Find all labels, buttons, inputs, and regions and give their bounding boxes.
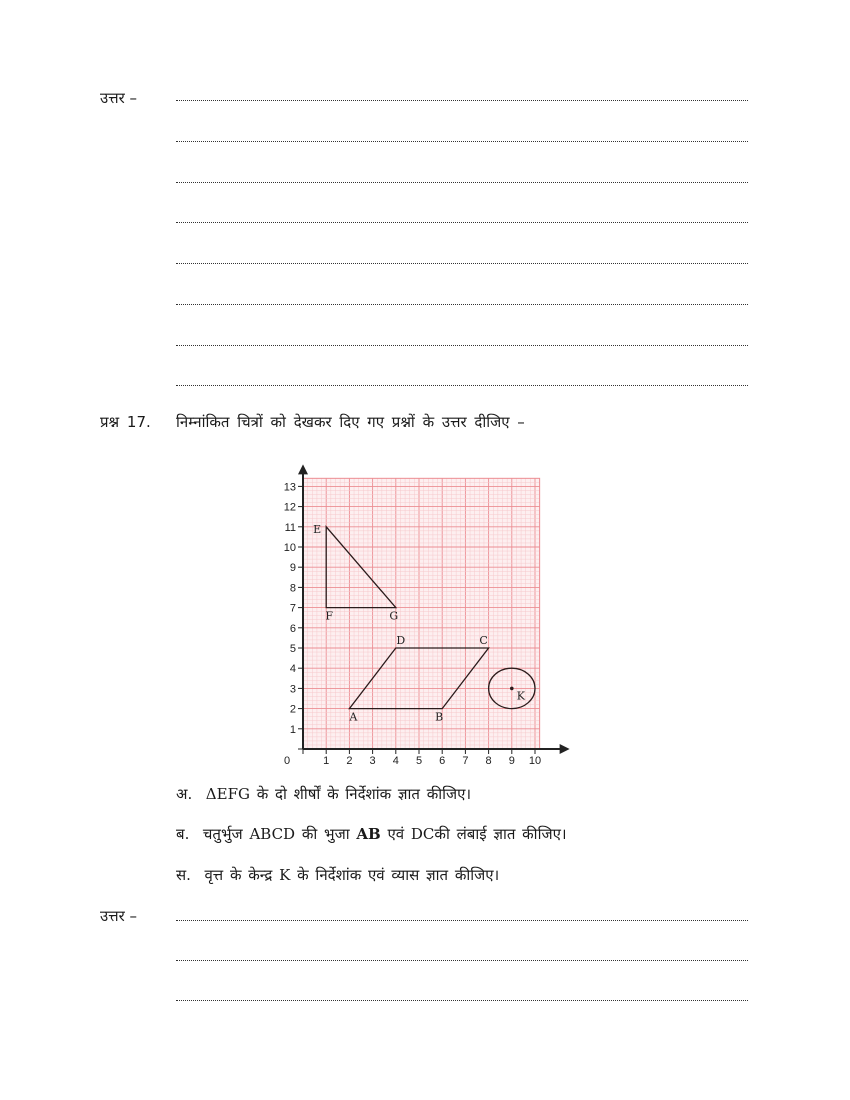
sub-question-text: की लंबाई ज्ञात कीजिए। — [434, 825, 567, 843]
side-ab-name: AB — [356, 825, 381, 843]
center-name: K — [279, 866, 291, 884]
y-tick-label: 7 — [289, 602, 296, 615]
sub-question-prefix: अ. — [176, 785, 193, 803]
question-text: निम्नांकित चित्रों को देखकर दिए गए प्रश्नों के उत्तर दीजिए – — [176, 413, 525, 431]
answer-line[interactable] — [176, 1000, 748, 1001]
x-tick-label: 4 — [392, 755, 399, 767]
x-tick-label: 8 — [485, 755, 492, 767]
coordinate-graph — [270, 448, 580, 768]
y-tick-label: 11 — [284, 521, 296, 534]
triangle-name: ΔEFG — [205, 785, 250, 803]
x-tick-label: 5 — [415, 755, 423, 767]
sub-question-text: के दो शीर्षों के निर्देशांक ज्ञात कीजिए। — [256, 785, 472, 803]
sub-question-text: चतुर्भुज — [202, 825, 243, 843]
sub-question-prefix: स. — [176, 866, 191, 884]
answer-line[interactable] — [176, 304, 748, 305]
sub-question-b — [176, 824, 567, 844]
x-tick-label: 3 — [369, 755, 376, 767]
vertex-label-e: E — [313, 522, 322, 536]
vertex-label-f: F — [325, 609, 334, 623]
vertex-label-g: G — [389, 609, 399, 623]
answer-line[interactable] — [176, 100, 748, 101]
y-tick-label: 1 — [289, 723, 296, 736]
answer-line[interactable] — [176, 182, 748, 183]
answer-line[interactable] — [176, 960, 748, 961]
y-tick-label: 4 — [289, 663, 296, 676]
vertex-label-a: A — [349, 710, 358, 724]
y-tick-label: 6 — [289, 622, 296, 635]
y-tick-label: 3 — [289, 683, 296, 696]
vertex-label-k: K — [516, 689, 525, 703]
sub-question-a — [176, 784, 471, 804]
side-dc-name: DC — [410, 825, 435, 843]
sub-question-text: की भुजा — [301, 825, 350, 843]
y-axis-arrow — [298, 464, 308, 474]
answer-line[interactable] — [176, 141, 748, 142]
x-tick-label: 10 — [528, 755, 542, 767]
sub-question-text: एवं — [387, 825, 405, 843]
vertex-label-d: D — [396, 634, 406, 647]
x-tick-label: 1 — [323, 755, 330, 767]
answer-label-top: उत्तर – — [100, 89, 137, 107]
vertex-label-c: C — [479, 634, 488, 647]
answer-line[interactable] — [176, 222, 748, 223]
center-point-k — [510, 687, 514, 691]
y-tick-label: 8 — [289, 582, 296, 595]
sub-question-c — [176, 865, 499, 885]
y-tick-label: 9 — [289, 562, 296, 575]
y-tick-label: 10 — [283, 542, 296, 554]
sub-question-text: के निर्देशांक एवं व्यास ज्ञात कीजिए। — [297, 866, 500, 884]
question-number: प्रश्न 17. — [100, 413, 151, 431]
y-tick-label: 12 — [283, 501, 296, 514]
sub-question-text: वृत्त के केन्द्र — [204, 866, 273, 884]
y-tick-label: 5 — [289, 643, 296, 655]
answer-line[interactable] — [176, 920, 748, 921]
x-axis-arrow — [560, 744, 570, 754]
sub-question-prefix: ब. — [176, 825, 190, 843]
x-tick-label: 7 — [462, 755, 469, 767]
y-tick-label: 13 — [283, 481, 296, 494]
y-tick-label: 2 — [289, 703, 296, 716]
x-tick-label: 6 — [439, 755, 446, 767]
answer-label-bottom: उत्तर – — [100, 907, 137, 925]
x-tick-label: 9 — [508, 755, 515, 767]
x-tick-label: 2 — [346, 755, 353, 767]
quadrilateral-name: ABCD — [249, 825, 296, 843]
answer-line[interactable] — [176, 385, 748, 386]
x-tick-label: 0 — [283, 755, 291, 767]
answer-line[interactable] — [176, 263, 748, 264]
answer-line[interactable] — [176, 345, 748, 346]
vertex-label-b: B — [435, 710, 444, 724]
